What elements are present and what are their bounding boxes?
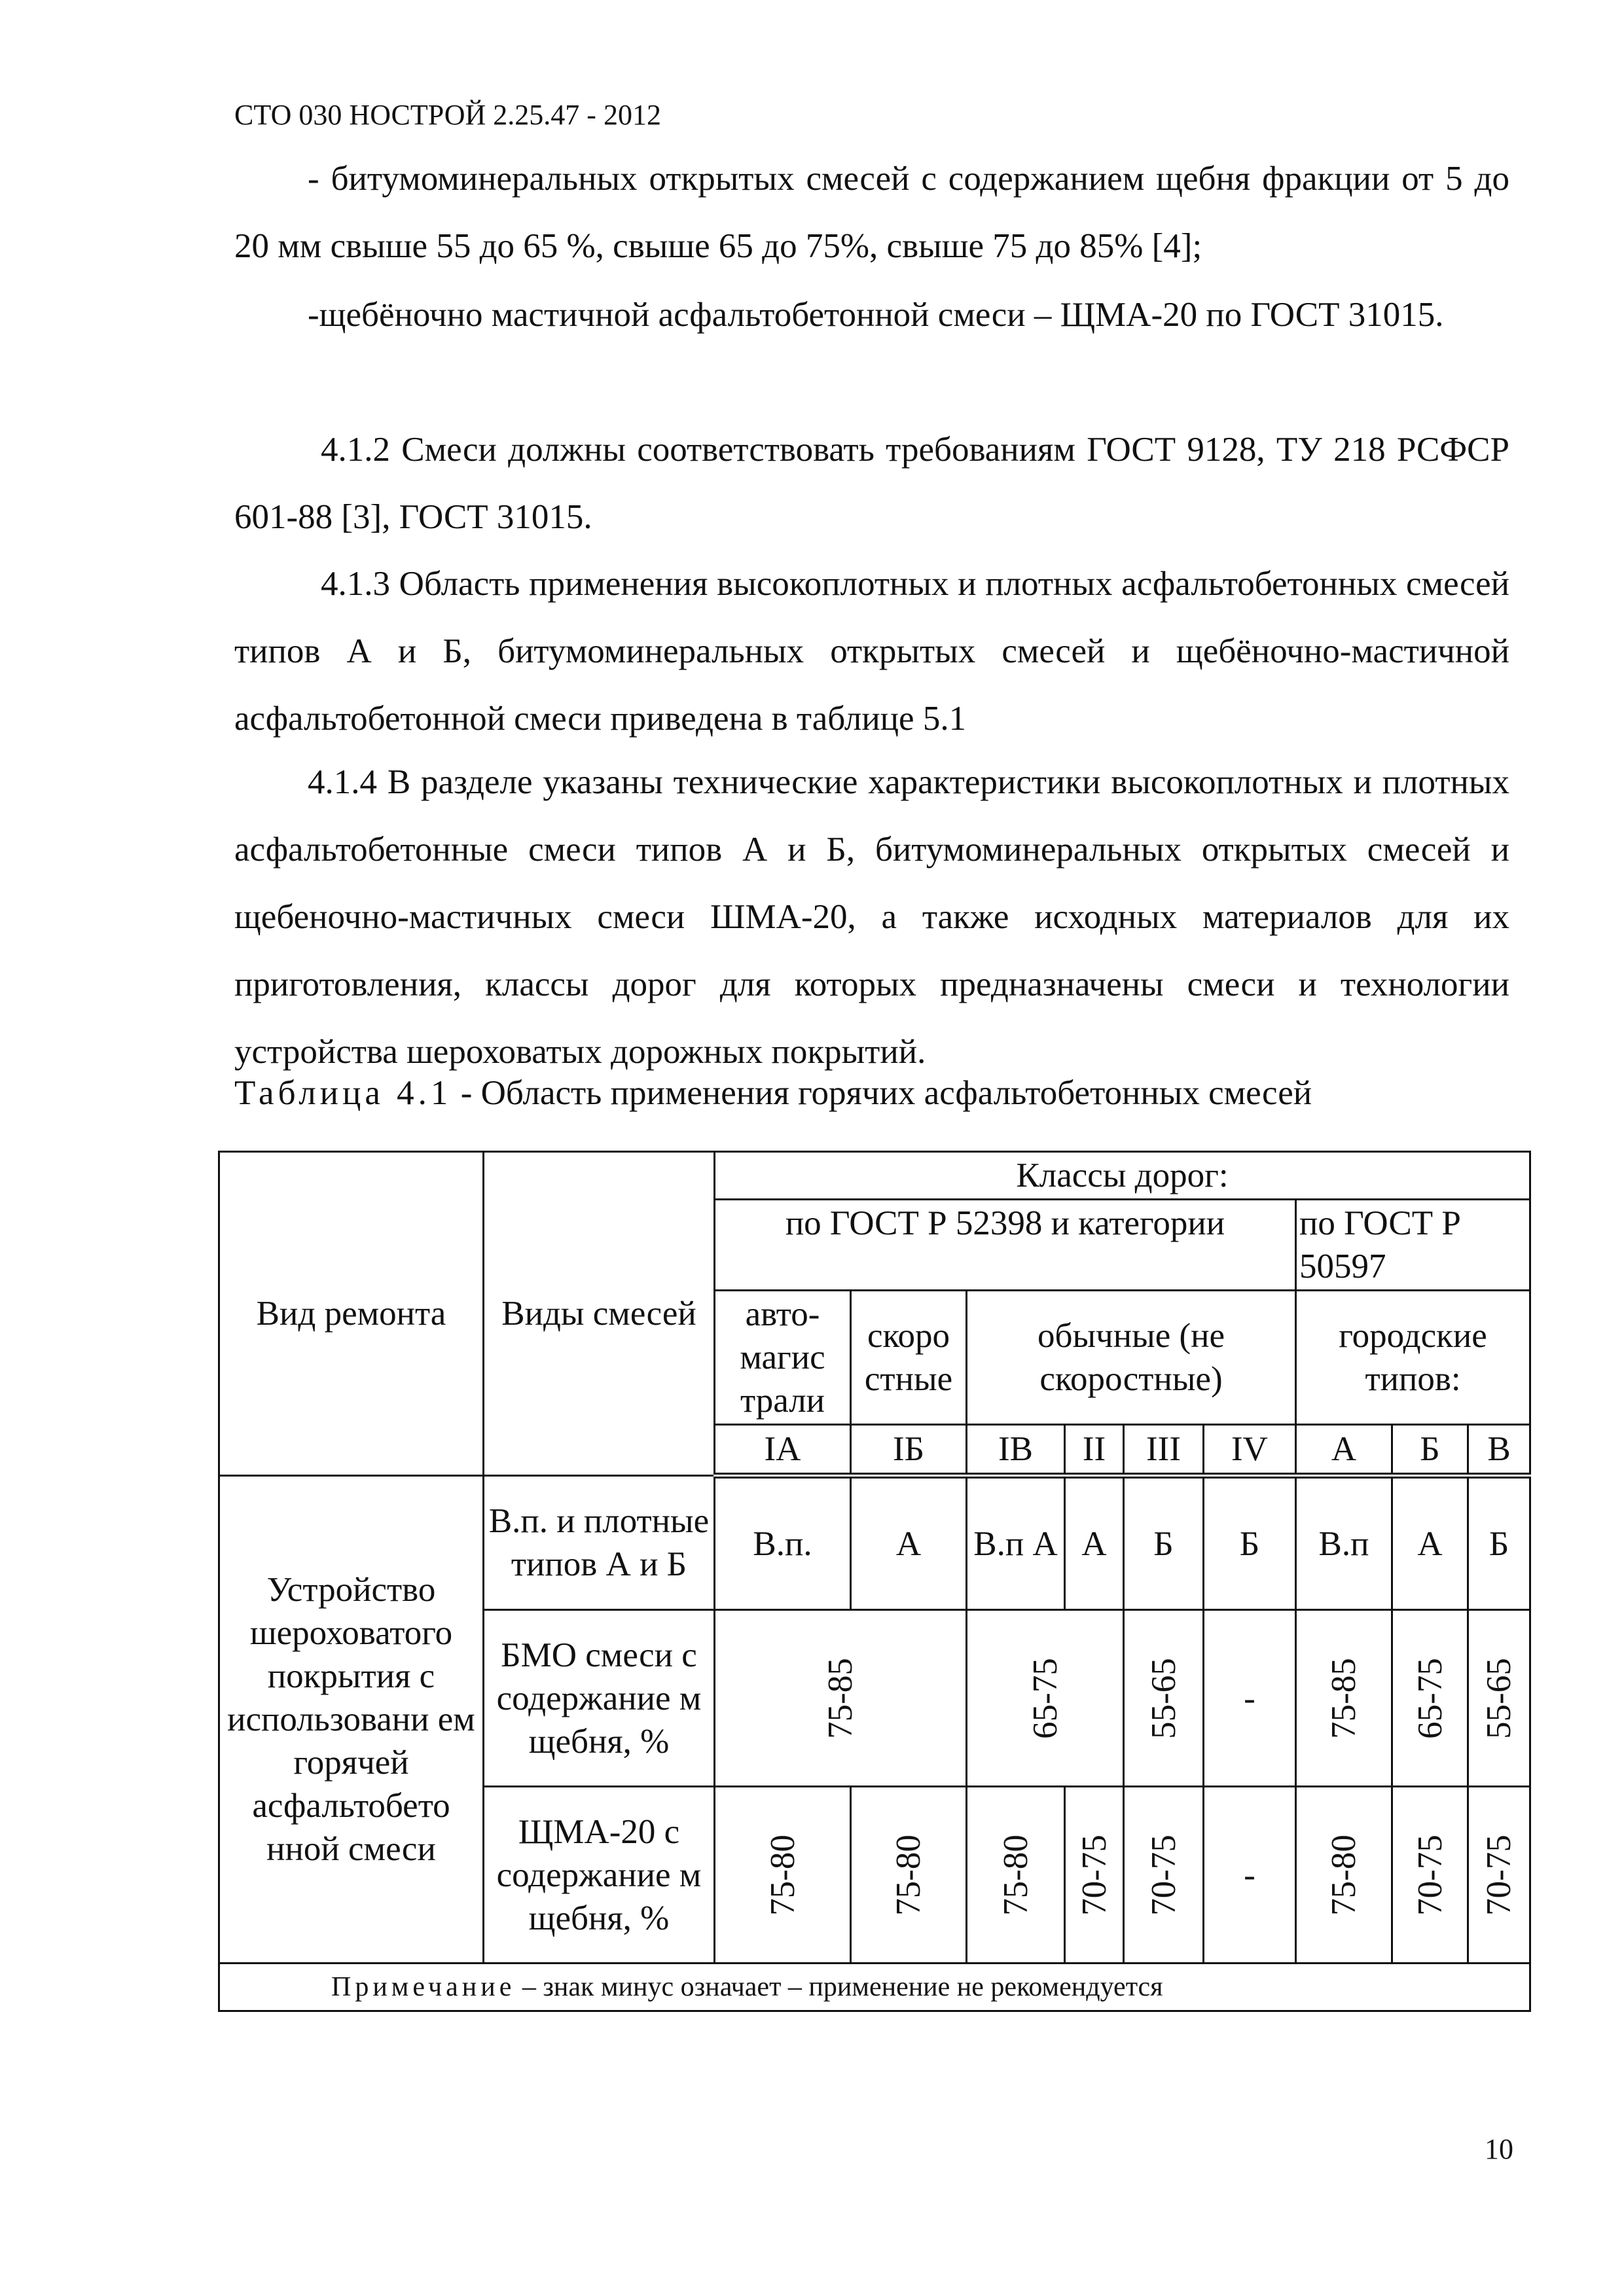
table-cell: А (1392, 1476, 1468, 1610)
category-cell: Б (1392, 1425, 1468, 1476)
table-note-label: Примечание (331, 1972, 516, 2002)
category-cell: IV (1204, 1425, 1296, 1476)
table-cell: - (1204, 1610, 1296, 1787)
table-note-text: – знак минус означает – применение не рекомендуется (515, 1972, 1163, 2002)
table-cell-vertical: 75-85 (715, 1610, 967, 1787)
table-cell: А (851, 1476, 967, 1610)
table-caption-text: - Область применения горячих асфальтобетонных смесей (452, 1074, 1312, 1112)
header-ordinary: обычные (не скоростные) (967, 1291, 1296, 1425)
application-table (218, 1151, 1531, 2012)
table-cell-vertical: 65-75 (967, 1610, 1124, 1787)
table-cell: В.п (1296, 1476, 1392, 1610)
category-cell: III (1124, 1425, 1204, 1476)
table-caption-label: Таблица 4.1 (234, 1074, 452, 1112)
table-cell-vertical: 55-65 (1468, 1610, 1530, 1787)
table-cell: В.п. (715, 1476, 851, 1610)
row-label-shma-mixes: ЩМА-20 с содержание м щебня, % (484, 1787, 715, 1964)
row-label-bmo-mixes: БМО смеси с содержание м щебня, % (484, 1610, 715, 1787)
header-gost-52398: по ГОСТ Р 52398 и категории (715, 1200, 1296, 1291)
header-gost-50597: по ГОСТ Р 50597 (1296, 1200, 1530, 1291)
category-cell: IВ (967, 1425, 1065, 1476)
category-cell: А (1296, 1425, 1392, 1476)
category-cell: IБ (851, 1425, 967, 1476)
table-cell-vertical: 70-75 (1124, 1787, 1204, 1964)
category-cell: IА (715, 1425, 851, 1476)
table-cell-vertical: 70-75 (1392, 1787, 1468, 1964)
header-express: скоро стные (851, 1291, 967, 1425)
header-highways: авто-магис трали (715, 1291, 851, 1425)
row-label-dense-mixes: В.п. и плотные типов А и Б (484, 1476, 715, 1610)
table-cell-vertical: 70-75 (1468, 1787, 1530, 1964)
repair-type-cell: Устройство шероховатого покрытия с использовани ем горячей асфальтобето нной смеси (219, 1476, 484, 1964)
table-cell-vertical: 75-85 (1296, 1610, 1392, 1787)
table-cell-vertical: 75-80 (967, 1787, 1065, 1964)
table-cell-vertical: 75-80 (715, 1787, 851, 1964)
header-urban: городские типов: (1296, 1291, 1530, 1425)
table-cell-vertical: 55-65 (1124, 1610, 1204, 1787)
table-cell-vertical: 75-80 (1296, 1787, 1392, 1964)
paragraph-4-1-2: 4.1.2 Смеси должны соответствовать требованиям ГОСТ 9128, ТУ 218 РСФСР 601-88 [3], ГОСТ 31015. (234, 431, 1509, 536)
table-cell-vertical: 75-80 (851, 1787, 967, 1964)
table-cell: Б (1204, 1476, 1296, 1610)
table-cell-vertical: 65-75 (1392, 1610, 1468, 1787)
paragraph-4-1-3: 4.1.3 Область применения высокоплотных и плотных асфальтобетонных смесей типов А и Б, битумоминеральных открытых смесей и щебёночно-мастичной асфальтобетонной смеси приведена в таблице 5.1 (234, 565, 1509, 738)
table-cell: А (1065, 1476, 1124, 1610)
table-cell: Б (1468, 1476, 1530, 1610)
header-repair-type: Вид ремонта (219, 1152, 484, 1476)
paragraph-shma-mix: -щебёночно мастичной асфальтобетонной смеси – ЩМА-20 по ГОСТ 31015. (308, 296, 1444, 334)
header-mix-types: Виды смесей (484, 1152, 715, 1476)
paragraph-4-1-4: 4.1.4 В разделе указаны технические характеристики высокоплотных и плотных асфальтобетонные смеси типов А и Б, битумоминеральных открытых смесей и щебеночно-мастичных смеси ШМА-20, а также исходных материалов для их приготовления, классы дорог для которых предназначены смеси и технологии устройства шероховатых дорожных покрытий. (234, 763, 1509, 1071)
header-road-classes: Классы дорог: (715, 1152, 1530, 1200)
category-cell: В (1468, 1425, 1530, 1476)
table-cell: - (1204, 1787, 1296, 1964)
table-caption (234, 1073, 1312, 1113)
paragraph-bmo-mixes: - битумоминеральных открытых смесей с содержанием щебня фракции от 5 до 20 мм свыше 55 до 65 %, свыше 65 до 75%, свыше 75 до 85% [4]; (234, 160, 1509, 265)
document-code-header: СТО 030 НОСТРОЙ 2.25.47 - 2012 (234, 99, 661, 131)
table-cell-vertical: 70-75 (1065, 1787, 1124, 1964)
category-cell: II (1065, 1425, 1124, 1476)
table-note (219, 1964, 1530, 2011)
table-cell: В.п А (967, 1476, 1065, 1610)
table-cell: Б (1124, 1476, 1204, 1610)
page-number: 10 (1485, 2133, 1513, 2165)
